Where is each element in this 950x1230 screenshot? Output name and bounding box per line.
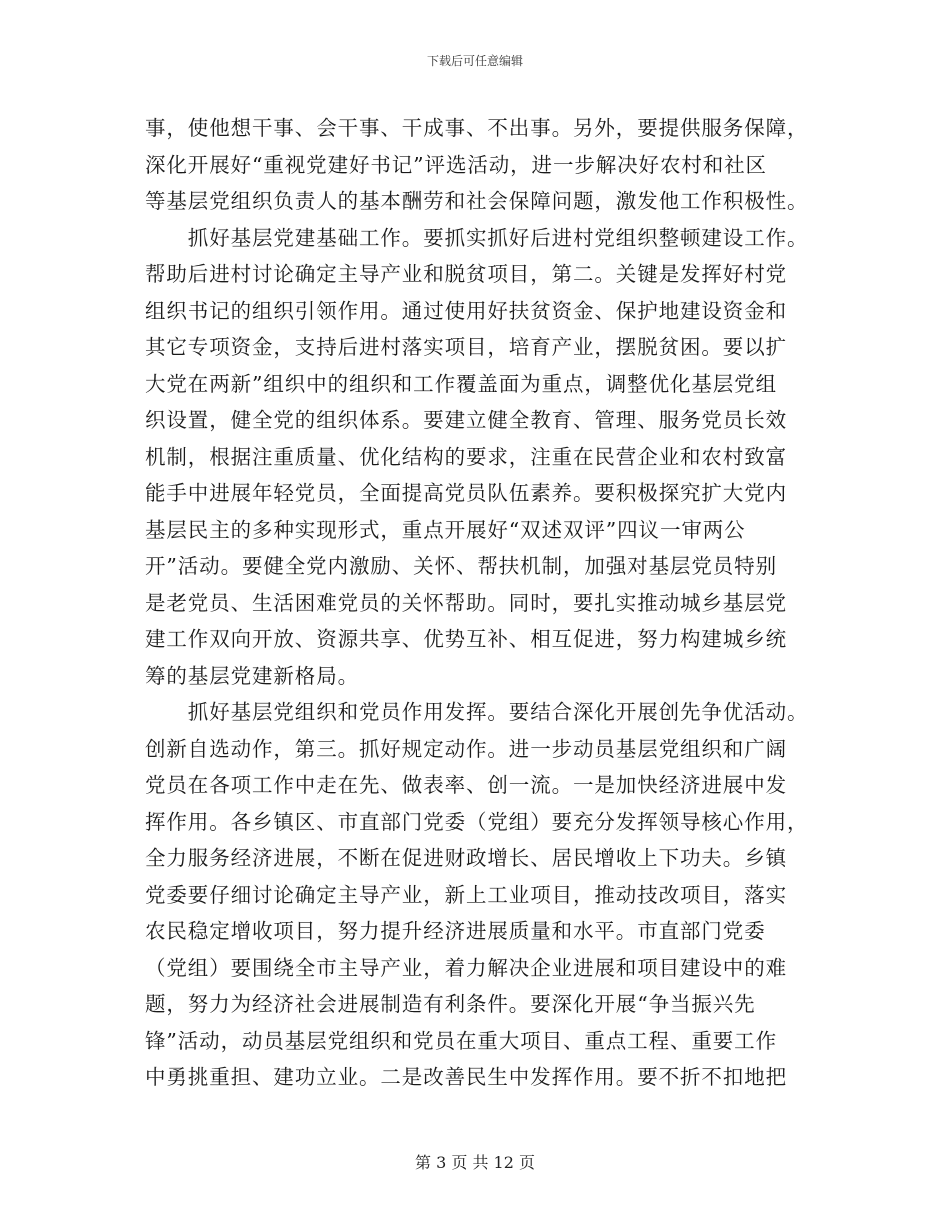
text-line: 深化开展好“重视党建好书记”评选活动，进一步解决好农村和社区 bbox=[145, 152, 767, 177]
text-line: 农民稳定增收项目，努力提升经济进展质量和水平。市直部门党委 bbox=[145, 919, 766, 943]
text-line: 中勇挑重担、建功立业。二是改善民生中发挥作用。要不折不扣地把 bbox=[145, 1065, 787, 1089]
text-line: 事，使他想干事、会干事、干成事、不出事。另外，要提供服务保障， bbox=[145, 116, 809, 140]
page-header: 下载后可任意编辑 bbox=[426, 54, 523, 68]
text-line: 建工作双向开放、资源共享、优势互补、相互促进，努力构建城乡统 bbox=[145, 627, 787, 651]
text-line: 织设置，健全党的组织体系。要建立健全教育、管理、服务党员长效 bbox=[145, 408, 787, 432]
text-line: 筹的基层党建新格局。 bbox=[145, 663, 359, 688]
text-line: 机制，根据注重质量、优化结构的要求，注重在民营企业和农村致富 bbox=[145, 444, 787, 469]
text-line: 抓好基层党建基础工作。要抓实抓好后进村党组织整顿建设工作。 bbox=[145, 225, 809, 250]
text-line: 全力服务经济进展，不断在促进财政增长、居民增收上下功夫。乡镇 bbox=[145, 846, 787, 870]
text-line: 开”活动。要健全党内激励、关怀、帮扶机制，加强对基层党员特别 bbox=[145, 554, 777, 578]
text-line: 其它专项资金，支持后进村落实项目，培育产业，摆脱贫困。要以扩 bbox=[145, 335, 787, 359]
text-line: 创新自选动作，第三。抓好规定动作。进一步动员基层党组织和广阔 bbox=[145, 736, 787, 761]
text-line: 锋”活动，动员基层党组织和党员在重大项目、重点工程、重要工作 bbox=[145, 1028, 777, 1053]
text-line: 挥作用。各乡镇区、市直部门党委（党组）要充分发挥领导核心作用， bbox=[145, 809, 809, 834]
text-line: 题，努力为经济社会进展制造有利条件。要深化开展“争当振兴先 bbox=[145, 992, 756, 1016]
text-line: 大党在两新”组织中的组织和工作覆盖面为重点，调整优化基层党组 bbox=[145, 371, 777, 396]
text-line: 等基层党组织负责人的基本酬劳和社会保障问题，激发他工作积极性。 bbox=[145, 189, 809, 213]
document-body bbox=[145, 110, 809, 1096]
text-line: 是老党员、生活困难党员的关怀帮助。同时，要扎实推动城乡基层党 bbox=[145, 590, 787, 615]
text-line: 组织书记的组织引领作用。通过使用好扶贫资金、保护地建设资金和 bbox=[145, 298, 787, 323]
text-line: （党组）要围绕全市主导产业，着力解决企业进展和项目建设中的难 bbox=[145, 955, 787, 980]
text-line: 党员在各项工作中走在先、做表率、创一流。一是加快经济进展中发 bbox=[145, 773, 787, 797]
text-line: 党委要仔细讨论确定主导产业，新上工业项目，推动技改项目，落实 bbox=[145, 882, 787, 907]
text-line: 抓好基层党组织和党员作用发挥。要结合深化开展创先争优活动。 bbox=[145, 700, 809, 724]
text-line: 基层民主的多种实现形式，重点开展好“双述双评”四议一审两公 bbox=[145, 517, 746, 542]
text-line: 能手中进展年轻党员，全面提高党员队伍素养。要积极探究扩大党内 bbox=[145, 481, 787, 505]
text-line: 帮助后进村讨论确定主导产业和脱贫项目，第二。关键是发挥好村党 bbox=[145, 262, 787, 286]
page-footer: 第 3 页 共 12 页 bbox=[415, 1153, 535, 1172]
